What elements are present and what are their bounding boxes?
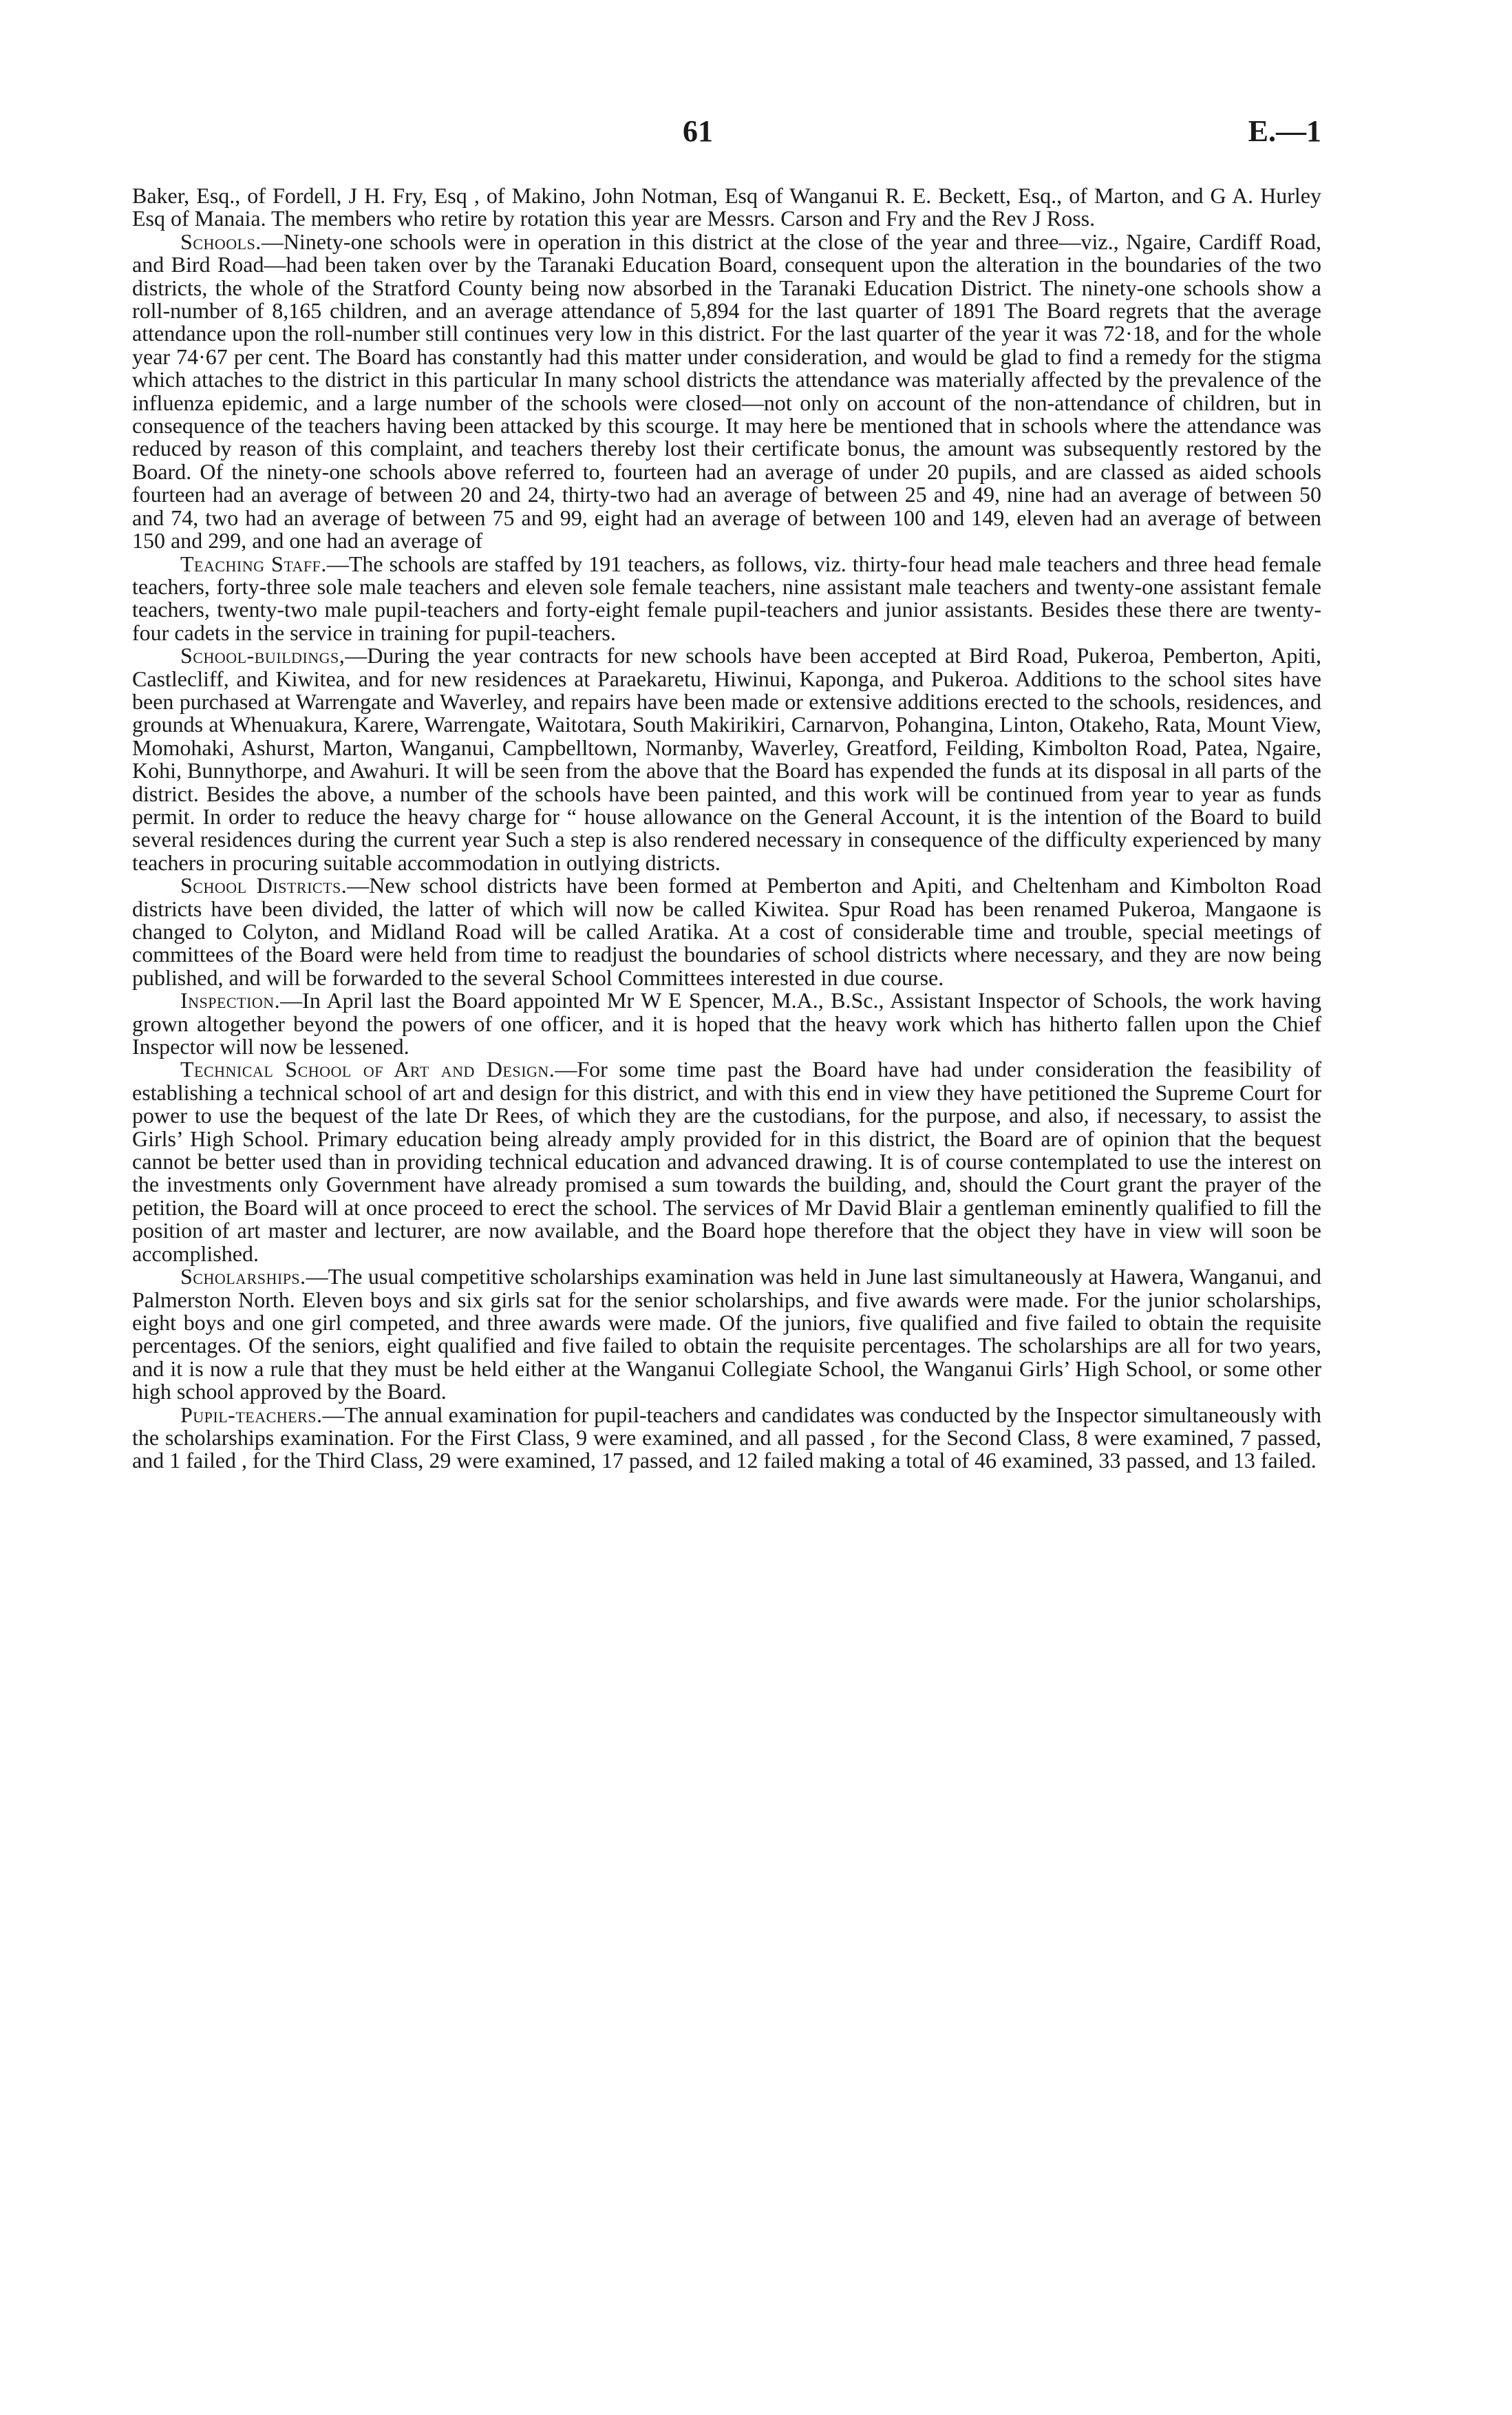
- paragraph-text: Baker, Esq., of Fordell, J H. Fry, Esq , of Makino, John Notman, Esq of Wanganui R. E. Beckett, Esq., of Marton, and G A. Hurley Esq of Manaia. The members who retire by rotation this year are Messrs. Carson and Fry and the Rev J Ross.: [132, 183, 1321, 231]
- paragraph-text: —New school districts have been formed at Pemberton and Apiti, and Cheltenham and Kimbolton Road districts have been divided, the latter of which will now be called Kiwitea. Spur Road has been renamed Pukeroa, Mangaone is changed to Colyton, and Midland Road will be called Aratika. At a cost of considerable time and trouble, special meetings of committees of the Board were held from time to readjust the boundaries of school districts where necessary, and they are now being published, and will be forwarded to the several School Committees interested in due course.: [132, 873, 1322, 990]
- paragraph-text: —For some time past the Board have had under consideration the feasibility of establishing a technical school of art and design for this district, and with this end in view they have petitioned the Supreme Court for power to use the bequest of the late Dr Rees, of which they are the custodians, for the purpose, and also, if necessary, to assist the Girls’ High School. Primary education being already amply provided for in this district, the Board are of opinion that the bequest cannot be better used than in providing technical education and advanced drawing. It is of course contemplated to use the interest on the investments only Government have already promised a sum towards the building, and, should the Court grant the prayer of the petition, the Board will at once proceed to erect the school. The services of Mr David Blair a gentleman eminently qualified to fill the position of art master and lecturer, are now available, and the Board hope therefore that the object they have in view will soon be accomplished.: [132, 1057, 1322, 1266]
- paragraph-text: —The schools are staffed by 191 teachers, as follows, viz. thirty-four head male teachers and three head female teachers, forty-three sole male teachers and eleven sole female teachers, nine assistant male teachers and twenty-one assistant female teachers, twenty-two male pupil-teachers and forty-eight female pupil-teachers and junior assistants. Besides these there are twenty-four cadets in the service in training for pupil-teachers.: [132, 551, 1322, 645]
- paragraph-school-districts: [132, 874, 1321, 989]
- section-heading-teaching-staff: Teaching Staff.: [180, 551, 327, 576]
- paragraph-inspection: [132, 989, 1321, 1058]
- report-body: [132, 184, 1321, 1473]
- paragraph-technical-school: [132, 1058, 1321, 1265]
- paragraph-text: —During the year contracts for new schools have been accepted at Bird Road, Pukeroa, Pemberton, Apiti, Castlecliff, and Kiwitea, and for new residences at Paraekaretu, Hiwinui, Kaponga, and Pukeroa. Additions to the school sites have been purchased at Warrengate and Waverley, and repairs have been made or extensive additions erected to the schools, residences, and grounds at Whenuakura, Karere, Warrengate, Waitotara, South Makirikiri, Carnarvon, Pohangina, Linton, Otakeho, Rata, Mount View, Momohaki, Ashurst, Marton, Wanganui, Campbelltown, Normanby, Waverley, Greatford, Feilding, Kimbolton Road, Patea, Ngaire, Kohi, Bunnythorpe, and Awahuri. It will be seen from the above that the Board has expended the funds at its disposal in all parts of the district. Besides the above, a number of the schools have been painted, and this work will be continued from year to year as funds permit. In order to reduce the heavy charge for “ house allowance on the General Account, it is the intention of the Board to build several residences during the current year Such a step is also rendered necessary in consequence of the difficulty experienced by many teachers in procuring suitable accommodation in outlying districts.: [132, 643, 1321, 875]
- paragraph-text: —The annual examination for pupil-teachers and candidates was conducted by the Inspector simultaneously with the scholarships examination. For the First Class, 9 were examined, and all passed , for the Second Class, 8 were examined, 7 passed, and 1 failed , for the Third Class, 29 were examined, 17 passed, and 12 failed making a total of 46 examined, 33 passed, and 13 failed.: [132, 1402, 1321, 1473]
- paragraph-text: —Ninety-one schools were in operation in this district at the close of the year and three—viz., Ngaire, Cardiff Road, and Bird Road—had been taken over by the Taranaki Education Board, consequent upon the alteration in the boundaries of the two districts, the whole of the Stratford County being now absorbed in the Taranaki Education District. The ninety-one schools show a roll-number of 8,165 children, and an average attendance of 5,894 for the last quarter of 1891 The Board regrets that the average attendance upon the roll-number still continues very low in this district. For the last quarter of the year it was 72·18, and for the whole year 74·67 per cent. The Board has constantly had this matter under consideration, and would be glad to find a remedy for the stigma which attaches to the district in this particular In many school districts the attendance was materially affected by the prevalence of the influenza epidemic, and a large number of the schools were closed—not only on account of the non-attendance of children, but in consequence of the teachers having been attacked by this scourge. It may here be mentioned that in schools where the attendance was reduced by reason of this complaint, and teachers thereby lost their certificate bonus, the amount was subsequently restored by the Board. Of the ninety-one schools above referred to, fourteen had an average of under 20 pupils, and are classed as aided schools fourteen had an average of between 20 and 24, thirty-two had an average of between 25 and 49, nine had an average of between 50 and 74, two had an average of between 75 and 99, eight had an average of between 100 and 149, eleven had an average of between 150 and 299, and one had an average of: [132, 229, 1321, 553]
- paragraph-text: —The usual competitive scholarships examination was held in June last simultaneously at Hawera, Wanganui, and Palmerston North. Eleven boys and six girls sat for the senior scholarships, and five awards were made. For the junior scholarships, eight boys and one girl competed, and three awards were made. Of the juniors, five qualified and five failed to obtain the requisite percentages. Of the seniors, eight qualified and five failed to obtain the requisite percentages. The scholarships are all for two years, and it is now a rule that they must be held either at the Wanganui Collegiate School, the Wanganui Girls’ High School, or some other high school approved by the Board.: [132, 1264, 1321, 1404]
- paragraph-schools: [132, 231, 1321, 553]
- paragraph-text: —In April last the Board appointed Mr W E Spencer, M.A., B.Sc., Assistant Inspector of Schools, the work having grown altogether beyond the powers of one officer, and it is hoped that the heavy work which has hitherto fallen upon the Chief Inspector will now be lessened.: [132, 988, 1321, 1059]
- section-heading-pupil-teachers: Pupil-teachers.: [180, 1402, 323, 1427]
- paragraph-school-buildings: [132, 644, 1321, 874]
- section-heading-school-buildings: School-buildings,: [180, 643, 345, 668]
- report-code: E.—1: [1248, 114, 1321, 148]
- section-heading-schools: Schools.: [180, 229, 262, 254]
- paragraph-scholarships: [132, 1265, 1321, 1403]
- section-heading-technical-school: Technical School of Art and Design.: [180, 1057, 555, 1082]
- paragraph-board-members: [132, 184, 1321, 231]
- page-header: [132, 114, 1321, 162]
- section-heading-scholarships: Scholarships.: [180, 1264, 306, 1289]
- section-heading-school-districts: School Districts.: [180, 873, 348, 898]
- page-number: 61: [683, 114, 713, 148]
- paragraph-teaching-staff: [132, 553, 1321, 645]
- paragraph-pupil-teachers: [132, 1404, 1321, 1473]
- section-heading-inspection: Inspection.: [180, 988, 281, 1013]
